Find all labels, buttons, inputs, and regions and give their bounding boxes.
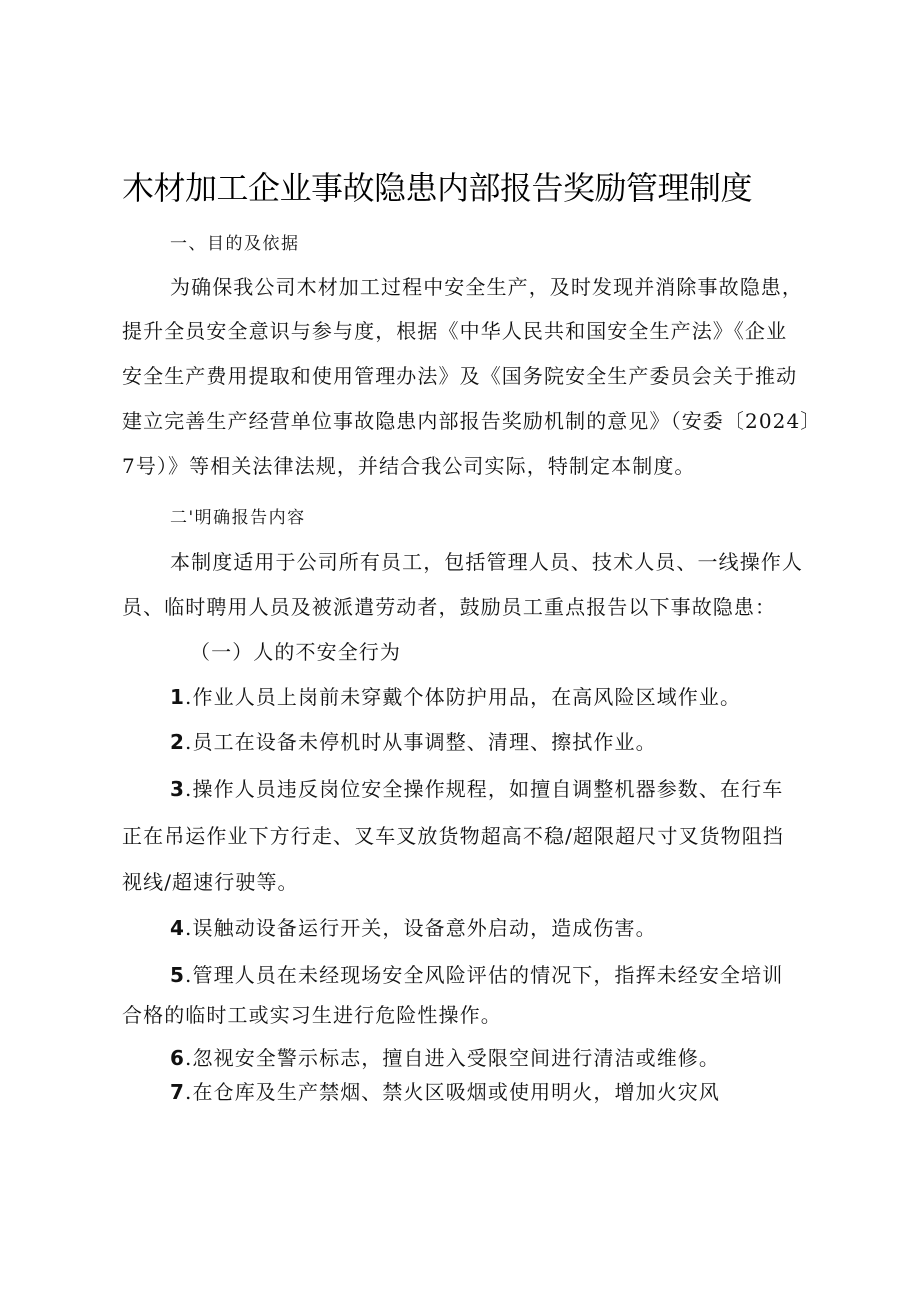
list-item <box>170 1078 870 1106</box>
paragraph-line: 安全生产费用提取和使用管理办法》及《国务院安全生产委员会关于推动 <box>122 364 798 388</box>
item-text: .忽视安全警示标志，擅自进入受限空间进行清洁或维修。 <box>185 1046 720 1070</box>
sub-heading: （一）人的不安全行为 <box>190 640 401 664</box>
item-text-continued: 正在吊运作业下方行走、叉车叉放货物超高不稳/超限超尺寸叉货物阻挡 <box>122 824 784 848</box>
paragraph-line: 建立完善生产经营单位事故隐患内部报告奖励机制的意见》（安委〔2024〕 <box>122 409 822 433</box>
paragraph-line: 为确保我公司木材加工过程中安全生产，及时发现并消除事故隐患， <box>170 275 803 299</box>
item-number: 5 <box>170 963 186 987</box>
section-heading-1: 一、目的及依据 <box>170 234 300 254</box>
list-item <box>170 961 870 989</box>
item-text: .误触动设备运行开关，设备意外启动，造成伤害。 <box>185 916 657 940</box>
item-number: 6 <box>170 1046 186 1070</box>
section-heading-2: 二'明确报告内容 <box>170 508 306 528</box>
item-text-continued: 合格的临时工或实习生进行危险性操作。 <box>122 1003 502 1027</box>
item-number: 2 <box>170 730 186 754</box>
item-text-continued: 视线/超速行驶等。 <box>122 870 299 894</box>
item-text: .作业人员上岗前未穿戴个体防护用品，在高风险区域作业。 <box>185 685 742 709</box>
item-number: 4 <box>170 916 186 940</box>
list-item <box>170 683 870 711</box>
list-item <box>170 914 870 942</box>
paragraph-line: 7号）》等相关法律法规，并结合我公司实际，特制定本制度。 <box>122 454 696 478</box>
item-number: 1 <box>170 685 186 709</box>
document-title: 木材加工企业事故隐患内部报告奖励管理制度 <box>122 169 753 207</box>
item-number: 7 <box>170 1080 186 1104</box>
item-text: .在仓库及生产禁烟、禁火区吸烟或使用明火，增加火灾风 <box>185 1080 720 1104</box>
list-item <box>170 728 870 756</box>
item-number: 3 <box>170 777 186 801</box>
item-text: .员工在设备未停机时从事调整、清理、擦拭作业。 <box>185 730 657 754</box>
item-text: .管理人员在未经现场安全风险评估的情况下，指挥未经安全培训 <box>185 963 784 987</box>
paragraph-line: 本制度适用于公司所有员工，包括管理人员、技术人员、一线操作人 <box>170 550 803 574</box>
paragraph-line: 提升全员安全意识与参与度，根据《中华人民共和国安全生产法》《企业 <box>122 319 788 343</box>
list-item <box>170 775 870 803</box>
paragraph-line: 员、临时聘用人员及被派遣劳动者，鼓励员工重点报告以下事故隐患： <box>122 595 777 619</box>
item-text: .操作人员违反岗位安全操作规程，如擅自调整机器参数、在行车 <box>185 777 784 801</box>
list-item <box>170 1044 870 1072</box>
